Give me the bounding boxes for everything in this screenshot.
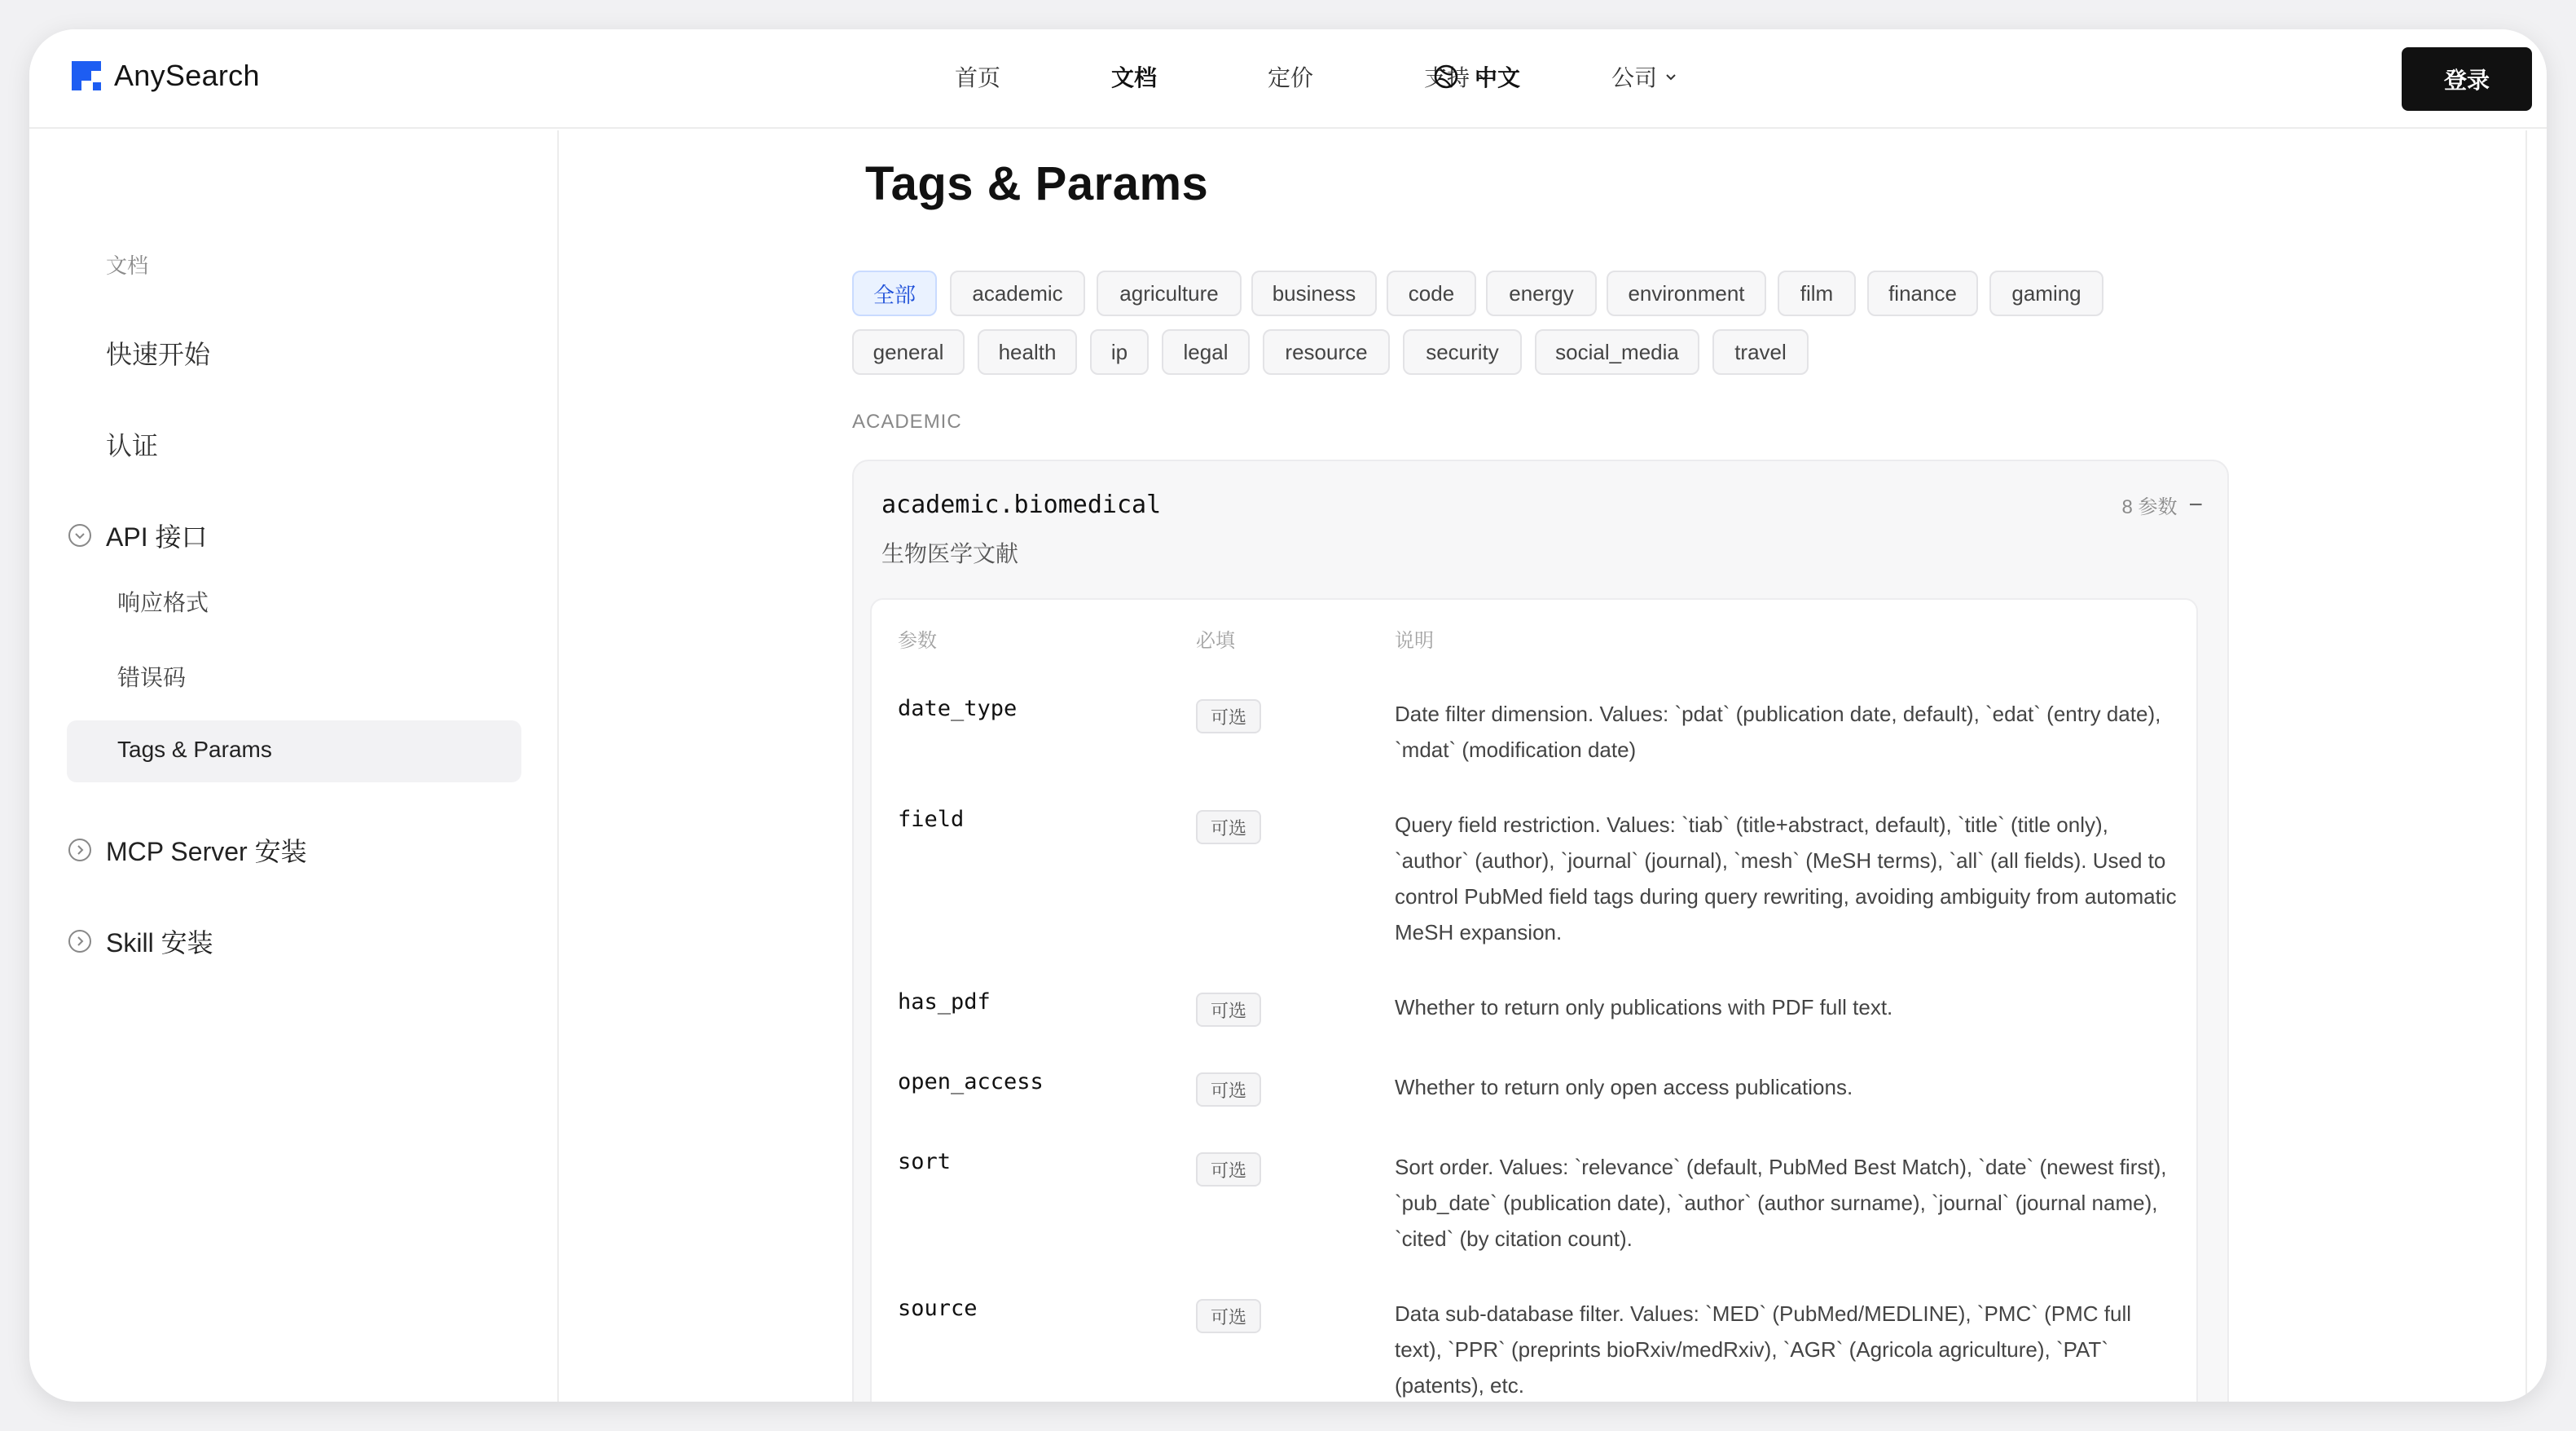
sidebar-group-skill-label: Skill 安装 [106,928,213,958]
app-window [29,29,2547,1402]
tag-code[interactable]: code [1387,271,1476,316]
tag-energy[interactable]: energy [1486,271,1597,316]
tag-general[interactable]: general [852,329,965,375]
tag-card-name: academic.biomedical [881,491,1162,519]
column-header-required: 必填 [1196,630,1235,652]
sidebar-item-auth[interactable]: 认证 [106,431,159,460]
tag-resource[interactable]: resource [1263,329,1390,375]
sidebar-group-mcp-label: MCP Server 安装 [106,837,307,866]
nav-home[interactable] [955,60,1000,93]
main-nav [29,29,2547,129]
sidebar-item-error-codes[interactable]: 错误码 [117,665,187,690]
param-description: Data sub-database filter. Values: `MED` (PubMed/MEDLINE), `PMC` (PMC full text), `PPR` (preprints bioRxiv/medRxiv), `AGR` (Agricola agriculture), `PAT` (patents), etc. [1395,1301,2132,1398]
nav-company[interactable] [1611,60,1678,93]
category-heading: ACADEMIC [852,411,962,433]
collapse-icon[interactable]: − [2188,491,2203,518]
tag-card-meta[interactable] [2121,491,2203,519]
nav-docs-label: 文档 [1111,65,1158,90]
sidebar-item-quickstart[interactable]: 快速开始 [106,340,211,369]
optional-badge: 可选 [1196,699,1261,733]
param-name: source [898,1296,978,1321]
optional-badge: 可选 [1196,1072,1261,1107]
sidebar-group-api-label: API 接口 [106,522,208,552]
tag-card-subtitle: 生物医学文献 [881,541,1019,566]
login-button[interactable]: 登录 [2402,47,2532,111]
tag-gaming[interactable]: gaming [1989,271,2103,316]
param-name: open_access [898,1069,1044,1094]
sidebar-group-api[interactable] [67,517,207,554]
tag-finance[interactable]: finance [1867,271,1978,316]
sidebar-group-skill[interactable] [67,922,213,960]
column-header-param: 参数 [898,630,937,652]
tag-all[interactable]: 全部 [852,271,937,316]
sidebar-section-title: 文档 [106,253,149,278]
optional-badge: 可选 [1196,1152,1261,1187]
param-count: 8 参数 [2121,496,2178,518]
tag-film[interactable]: film [1778,271,1856,316]
param-description: Whether to return only open access publications. [1395,1075,1853,1099]
content-right-divider [2525,130,2527,1402]
tag-social-media[interactable]: social_media [1535,329,1699,375]
sidebar-item-tags-params-label: Tags & Params [117,737,272,762]
globe-icon [1432,63,1460,90]
nav-home-label: 首页 [955,65,1001,90]
tag-environment[interactable]: environment [1607,271,1766,316]
param-name: date_type [898,696,1018,721]
nav-pricing-label: 定价 [1268,65,1314,90]
optional-badge: 可选 [1196,1299,1261,1333]
brand-name: AnySearch [114,59,260,92]
tag-agriculture[interactable]: agriculture [1097,271,1242,316]
param-description: Whether to return only publications with PDF full text. [1395,995,1893,1019]
param-description: Date filter dimension. Values: `pdat` (publication date, default), `edat` (entry date), `mdat` (modification date) [1395,702,2161,762]
language-switcher[interactable] [1432,60,1520,93]
page-title: Tags & Params [865,157,1209,210]
params-table [870,598,2198,1402]
chevron-down-circle-icon [67,522,93,548]
param-name: field [898,807,965,832]
param-description: Sort order. Values: `relevance` (default, PubMed Best Match), `date` (newest first), `pub_date` (publication date), `author` (author surname), `journal` (journal name), `cited` (by citation count). [1395,1155,2167,1251]
param-description: Query field restriction. Values: `tiab` (title+abstract, default), `title` (title only), `author` (author), `journal` (journal), `mesh` (MeSH terms), `all` (all fields). Used to control PubMed field tags during query rewriting, avoiding ambiguity from automatic MeSH expansion. [1395,812,2177,944]
language-label: 中文 [1475,65,1521,90]
tag-card [852,460,2229,1402]
optional-badge: 可选 [1196,810,1261,844]
tag-ip[interactable]: ip [1090,329,1149,375]
tag-legal[interactable]: legal [1162,329,1250,375]
sidebar-group-mcp[interactable] [67,831,307,869]
sidebar-item-response-format[interactable]: 响应格式 [117,590,209,615]
chevron-right-circle-icon [67,928,93,954]
optional-badge: 可选 [1196,993,1261,1027]
nav-support-label: 支持 [1424,65,1470,90]
param-name: has_pdf [898,989,991,1015]
column-header-description: 说明 [1395,630,1434,652]
tag-travel[interactable]: travel [1712,329,1809,375]
sidebar-item-tags-params[interactable] [67,720,521,782]
tag-business[interactable]: business [1251,271,1377,316]
nav-pricing[interactable] [1268,60,1313,93]
chevron-down-icon [1664,69,1678,84]
tag-security[interactable]: security [1403,329,1522,375]
nav-company-label: 公司 [1611,65,1658,90]
nav-docs[interactable] [1111,60,1157,93]
top-header [29,29,2547,129]
docs-sidebar [29,130,559,1402]
param-name: sort [898,1149,952,1174]
tag-academic[interactable]: academic [950,271,1085,316]
chevron-right-circle-icon [67,837,93,863]
tag-health[interactable]: health [978,329,1077,375]
